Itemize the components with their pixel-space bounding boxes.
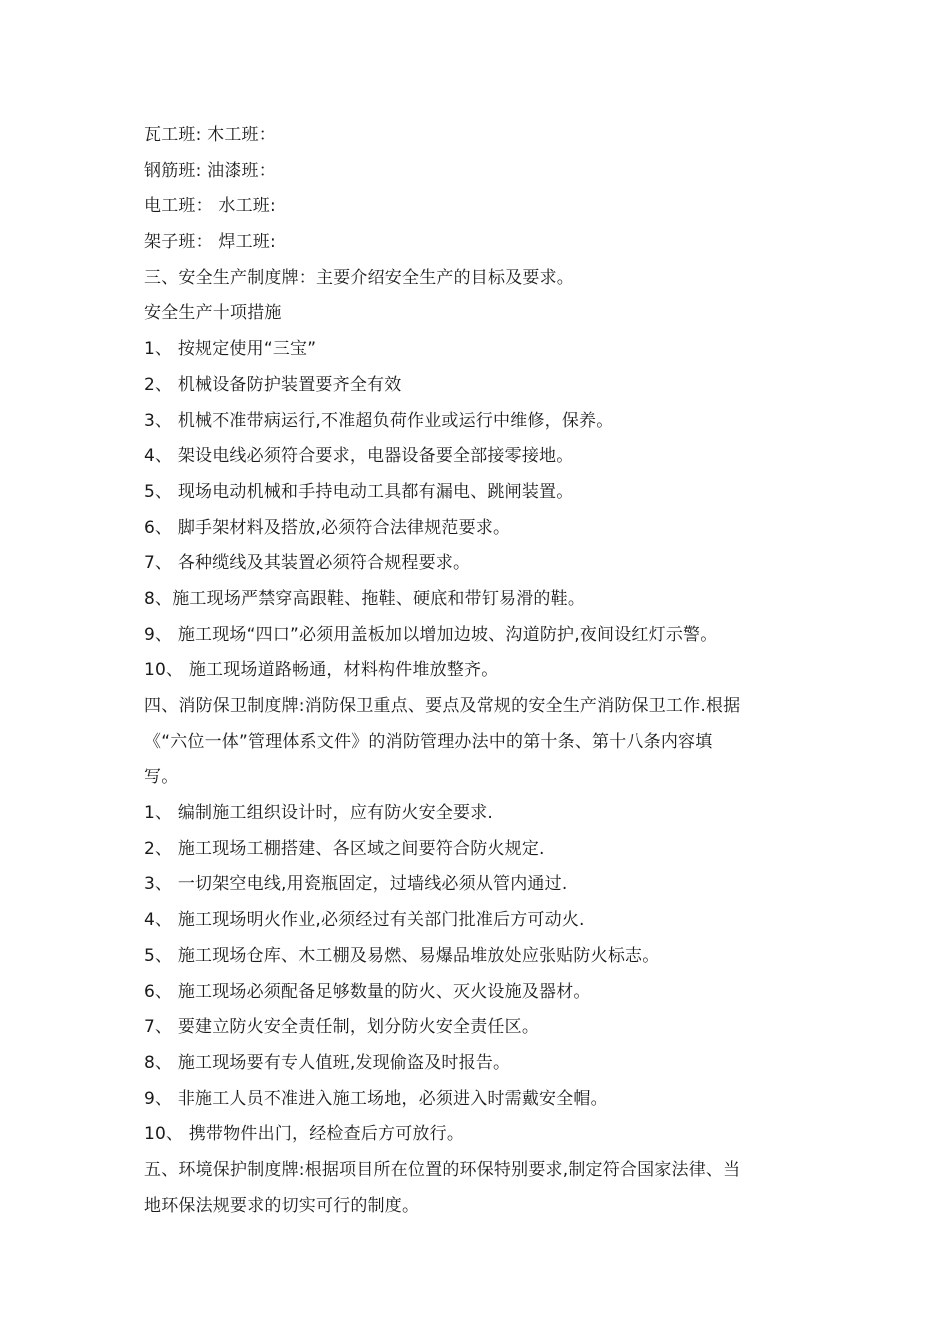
list-item: 7、 各种缆线及其装置必须符合规程要求。 — [144, 553, 471, 574]
list-item: 1、 编制施工组织设计时，应有防火安全要求. — [144, 803, 494, 824]
list-item: 9、 施工现场“四口”必须用盖板加以增加边坡、沟道防护,夜间设红灯示警。 — [144, 624, 718, 645]
list-item: 9、 非施工人员不准进入施工场地，必须进入时需戴安全帽。 — [144, 1088, 608, 1109]
list-item: 5、 施工现场仓库、木工棚及易燃、易爆品堆放处应张贴防火标志。 — [144, 945, 660, 966]
list-item: 4、 施工现场明火作业,必须经过有关部门批准后方可动火. — [144, 910, 585, 931]
list-item: 10、 施工现场道路畅通，材料构件堆放整齐。 — [144, 660, 499, 681]
team-line-electric-plumbing: 电工班： 水工班: — [144, 196, 276, 217]
section-heading-fire-end: 写。 — [144, 767, 179, 788]
document-body — [144, 118, 814, 1224]
section-heading-safety: 三、安全生产制度牌：主要介绍安全生产的目标及要求。 — [144, 267, 574, 288]
list-item: 8、 施工现场要有专人值班,发现偷盗及时报告。 — [144, 1052, 511, 1073]
team-line-scaffold-welding: 架子班： 焊工班: — [144, 232, 276, 253]
section-heading-environment: 五、环境保护制度牌:根据项目所在位置的环保特别要求,制定符合国家法律、当 — [144, 1159, 741, 1180]
list-item: 6、 脚手架材料及搭放,必须符合法律规范要求。 — [144, 517, 511, 538]
list-item: 4、 架设电线必须符合要求，电器设备要全部接零接地。 — [144, 446, 574, 467]
list-item: 3、 机械不准带病运行,不准超负荷作业或运行中维修，保养。 — [144, 410, 614, 431]
section-heading-environment-cont: 地环保法规要求的切实可行的制度。 — [144, 1195, 420, 1216]
section-heading-fire: 四、消防保卫制度牌:消防保卫重点、要点及常规的安全生产消防保卫工作.根据 — [144, 696, 741, 716]
list-item: 7、 要建立防火安全责任制，划分防火安全责任区。 — [144, 1017, 540, 1038]
list-item: 1、 按规定使用“三宝” — [144, 339, 317, 360]
list-item: 10、 携带物件出门，经检查后方可放行。 — [144, 1124, 465, 1145]
team-line-rebar-painting: 钢筋班: 油漆班： — [144, 160, 276, 181]
list-item: 3、 一切架空电线,用瓷瓶固定，过墙线必须从管内通过. — [144, 874, 568, 895]
list-item: 2、 机械设备防护装置要齐全有效 — [144, 374, 402, 395]
team-line-masonry-carpentry: 瓦工班: 木工班： — [144, 125, 276, 145]
subheading-ten-measures: 安全生产十项措施 — [144, 303, 282, 324]
list-item: 6、 施工现场必须配备足够数量的防火、灭火设施及器材。 — [144, 981, 591, 1002]
list-item: 8、施工现场严禁穿高跟鞋、拖鞋、硬底和带钉易滑的鞋。 — [144, 588, 586, 609]
section-heading-fire-cont: 《“六位一体”管理体系文件》的消防管理办法中的第十条、第十八条内容填 — [144, 731, 713, 752]
list-item: 2、 施工现场工棚搭建、各区域之间要符合防火规定. — [144, 838, 545, 859]
list-item: 5、 现场电动机械和手持电动工具都有漏电、跳闸装置。 — [144, 481, 574, 502]
